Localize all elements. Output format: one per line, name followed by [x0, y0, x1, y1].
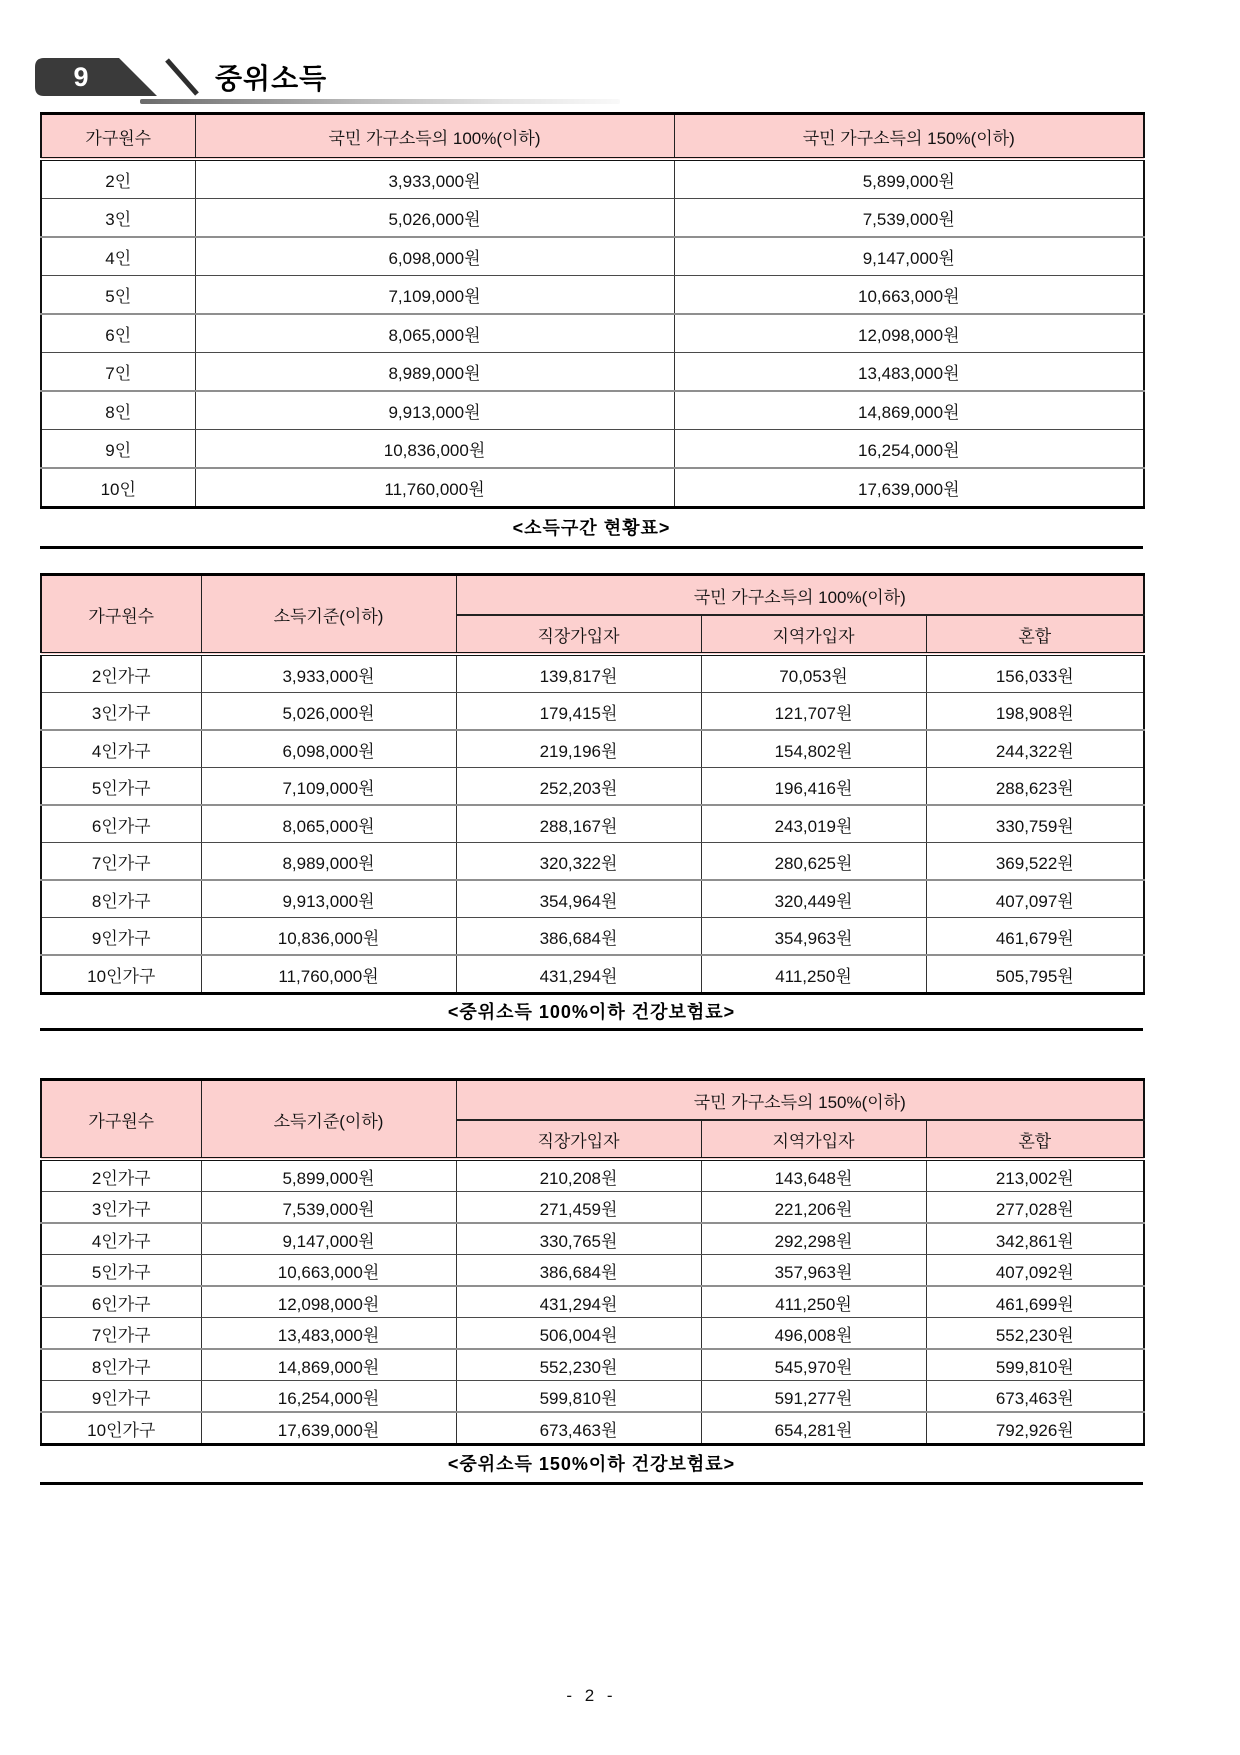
table-cell: 461,699원: [926, 1286, 1144, 1318]
table-cell: 461,679원: [926, 918, 1144, 956]
col-header-income-basis: 소득기준(이하): [201, 1080, 456, 1160]
table-row: [41, 468, 1144, 508]
table-cell: 280,625원: [701, 843, 926, 881]
table1-caption: <소득구간 현황표>: [512, 518, 671, 538]
table-cell: 13,483,000원: [674, 353, 1144, 392]
table-cell: 16,254,000원: [201, 1381, 456, 1413]
table-row: [41, 654, 1144, 693]
table-cell: 12,098,000원: [201, 1286, 456, 1318]
table-cell: 386,684원: [456, 918, 701, 956]
page-number: - 2 -: [566, 1686, 617, 1705]
table-cell: 354,964원: [456, 880, 701, 918]
table-cell: 12,098,000원: [674, 314, 1144, 353]
section-title: 중위소득: [215, 63, 328, 94]
title-underline-rule: [140, 99, 620, 104]
col-header-employee: 직장가입자: [456, 615, 701, 654]
table-cell: 154,802원: [701, 730, 926, 768]
table-cell: 271,459원: [456, 1192, 701, 1224]
table-cell: 342,861원: [926, 1223, 1144, 1255]
table-row: [41, 353, 1144, 392]
table-cell: 8,989,000원: [195, 353, 674, 392]
table-row: [41, 159, 1144, 199]
table-cell: 9,913,000원: [195, 391, 674, 430]
group-header-income-150: 국민 가구소득의 150%(이하): [456, 1080, 1144, 1121]
table-cell: 505,795원: [926, 955, 1144, 994]
table-cell: 10인가구: [41, 1412, 201, 1445]
table-cell: 330,759원: [926, 805, 1144, 843]
table-cell: 673,463원: [456, 1412, 701, 1445]
col-header-income-basis: 소득기준(이하): [201, 575, 456, 655]
table-cell: 156,033원: [926, 654, 1144, 693]
table-row: [41, 918, 1144, 956]
table-cell: 10,663,000원: [674, 276, 1144, 315]
table-cell: 552,230원: [926, 1318, 1144, 1350]
table-cell: 9,147,000원: [674, 237, 1144, 276]
table-cell: 599,810원: [926, 1349, 1144, 1381]
table-header-row: [41, 575, 1144, 616]
table-cell: 244,322원: [926, 730, 1144, 768]
table-cell: 7,539,000원: [674, 199, 1144, 238]
table-cell: 3인가구: [41, 693, 201, 731]
table-cell: 431,294원: [456, 955, 701, 994]
table-cell: 8인: [41, 391, 195, 430]
table-cell: 7,539,000원: [201, 1192, 456, 1224]
col-header-mixed: 혼합: [926, 1120, 1144, 1159]
table-cell: 210,208원: [456, 1159, 701, 1192]
col-header-employee: 직장가입자: [456, 1120, 701, 1159]
table-cell: 496,008원: [701, 1318, 926, 1350]
table-row: [41, 805, 1144, 843]
table-cell: 7,109,000원: [195, 276, 674, 315]
table-cell: 599,810원: [456, 1381, 701, 1413]
table-cell: 16,254,000원: [674, 430, 1144, 469]
col-header-income-100: 국민 가구소득의 100%(이하): [195, 114, 674, 160]
section-number-badge-icon: [33, 56, 201, 98]
table-cell: 219,196원: [456, 730, 701, 768]
table-cell: 8,065,000원: [201, 805, 456, 843]
table-cell: 8인가구: [41, 880, 201, 918]
table-cell: 5,026,000원: [195, 199, 674, 238]
table-cell: 5,899,000원: [201, 1159, 456, 1192]
table-row: [41, 199, 1144, 238]
table-cell: 407,097원: [926, 880, 1144, 918]
table-cell: 3인: [41, 199, 195, 238]
table-cell: 5인: [41, 276, 195, 315]
table-cell: 14,869,000원: [201, 1349, 456, 1381]
table-cell: 4인: [41, 237, 195, 276]
col-header-mixed: 혼합: [926, 615, 1144, 654]
table-cell: 198,908원: [926, 693, 1144, 731]
table-cell: 70,053원: [701, 654, 926, 693]
table-cell: 320,322원: [456, 843, 701, 881]
table-cell: 10,836,000원: [201, 918, 456, 956]
table-cell: 2인가구: [41, 1159, 201, 1192]
table-row: [41, 430, 1144, 469]
table-cell: 411,250원: [701, 1286, 926, 1318]
table-cell: 320,449원: [701, 880, 926, 918]
table-cell: 7,109,000원: [201, 768, 456, 806]
table-cell: 5인가구: [41, 1255, 201, 1287]
table-cell: 5,026,000원: [201, 693, 456, 731]
table-header-row: [41, 1080, 1144, 1121]
table-cell: 386,684원: [456, 1255, 701, 1287]
section-number: 9: [73, 62, 89, 92]
table-row: [41, 1412, 1144, 1445]
table-cell: 354,963원: [701, 918, 926, 956]
table-cell: 431,294원: [456, 1286, 701, 1318]
table-cell: 330,765원: [456, 1223, 701, 1255]
table-cell: 179,415원: [456, 693, 701, 731]
table-cell: 5인가구: [41, 768, 201, 806]
table-row: [41, 880, 1144, 918]
table-row: [41, 237, 1144, 276]
table-cell: 196,416원: [701, 768, 926, 806]
table-cell: 213,002원: [926, 1159, 1144, 1192]
table2-caption: <중위소득 100%이하 건강보험료>: [447, 1002, 736, 1022]
table-cell: 17,639,000원: [201, 1412, 456, 1445]
table-cell: 9인가구: [41, 918, 201, 956]
table-cell: 7인: [41, 353, 195, 392]
table-cell: 7인가구: [41, 843, 201, 881]
table-cell: 252,203원: [456, 768, 701, 806]
table-cell: 9,147,000원: [201, 1223, 456, 1255]
col-header-household: 가구원수: [41, 114, 195, 160]
table-row: [41, 1349, 1144, 1381]
table-cell: 13,483,000원: [201, 1318, 456, 1350]
table-cell: 654,281원: [701, 1412, 926, 1445]
table-cell: 121,707원: [701, 693, 926, 731]
income-band-table: [40, 112, 1145, 509]
table3-caption: <중위소득 150%이하 건강보험료>: [447, 1454, 736, 1474]
table-cell: 369,522원: [926, 843, 1144, 881]
table-cell: 3인가구: [41, 1192, 201, 1224]
table-cell: 4인가구: [41, 1223, 201, 1255]
col-header-household: 가구원수: [41, 1080, 201, 1160]
table-cell: 10인: [41, 468, 195, 508]
table-cell: 545,970원: [701, 1349, 926, 1381]
table-cell: 5,899,000원: [674, 159, 1144, 199]
table-cell: 143,648원: [701, 1159, 926, 1192]
section-divider-rule: [40, 546, 1143, 549]
table-cell: 357,963원: [701, 1255, 926, 1287]
table-cell: 9,913,000원: [201, 880, 456, 918]
table-cell: 9인가구: [41, 1381, 201, 1413]
table-cell: 243,019원: [701, 805, 926, 843]
table-cell: 407,092원: [926, 1255, 1144, 1287]
table-row: [41, 276, 1144, 315]
table-cell: 591,277원: [701, 1381, 926, 1413]
table-cell: 14,869,000원: [674, 391, 1144, 430]
col-header-regional: 지역가입자: [701, 1120, 926, 1159]
table-row: [41, 314, 1144, 353]
table-cell: 17,639,000원: [674, 468, 1144, 508]
table-cell: 288,623원: [926, 768, 1144, 806]
table-cell: 7인가구: [41, 1318, 201, 1350]
table-cell: 221,206원: [701, 1192, 926, 1224]
table-cell: 506,004원: [456, 1318, 701, 1350]
table-row: [41, 843, 1144, 881]
col-header-household: 가구원수: [41, 575, 201, 655]
table-cell: 11,760,000원: [195, 468, 674, 508]
premium-table-150: [40, 1078, 1145, 1446]
table-row: [41, 768, 1144, 806]
table-row: [41, 1381, 1144, 1413]
table-cell: 8,065,000원: [195, 314, 674, 353]
table-cell: 3,933,000원: [201, 654, 456, 693]
table-cell: 9인: [41, 430, 195, 469]
table-cell: 6,098,000원: [195, 237, 674, 276]
table-cell: 6인가구: [41, 805, 201, 843]
col-header-income-150: 국민 가구소득의 150%(이하): [674, 114, 1144, 160]
premium-table-100: [40, 573, 1145, 995]
table-cell: 10인가구: [41, 955, 201, 994]
col-header-regional: 지역가입자: [701, 615, 926, 654]
table-cell: 8인가구: [41, 1349, 201, 1381]
table-cell: 10,836,000원: [195, 430, 674, 469]
table-row: [41, 1223, 1144, 1255]
table-cell: 792,926원: [926, 1412, 1144, 1445]
table-row: [41, 1286, 1144, 1318]
table-cell: 6인: [41, 314, 195, 353]
table-cell: 6,098,000원: [201, 730, 456, 768]
table-cell: 11,760,000원: [201, 955, 456, 994]
table-cell: 10,663,000원: [201, 1255, 456, 1287]
table-cell: 411,250원: [701, 955, 926, 994]
table-cell: 2인가구: [41, 654, 201, 693]
table-cell: 8,989,000원: [201, 843, 456, 881]
table-row: [41, 1192, 1144, 1224]
table-cell: 139,817원: [456, 654, 701, 693]
table-row: [41, 391, 1144, 430]
table-row: [41, 730, 1144, 768]
group-header-income-100: 국민 가구소득의 100%(이하): [456, 575, 1144, 616]
table-cell: 277,028원: [926, 1192, 1144, 1224]
table-cell: 673,463원: [926, 1381, 1144, 1413]
table-cell: 288,167원: [456, 805, 701, 843]
table-row: [41, 955, 1144, 994]
section-divider-rule: [40, 1482, 1143, 1485]
table-row: [41, 1159, 1144, 1192]
table-row: [41, 1255, 1144, 1287]
section-header: [33, 56, 327, 98]
table-header-row: [41, 114, 1144, 160]
table-cell: 552,230원: [456, 1349, 701, 1381]
table-cell: 292,298원: [701, 1223, 926, 1255]
table-cell: 6인가구: [41, 1286, 201, 1318]
table-cell: 4인가구: [41, 730, 201, 768]
table-cell: 3,933,000원: [195, 159, 674, 199]
table-row: [41, 693, 1144, 731]
section-divider-rule: [40, 1028, 1143, 1031]
table-cell: 2인: [41, 159, 195, 199]
table-row: [41, 1318, 1144, 1350]
